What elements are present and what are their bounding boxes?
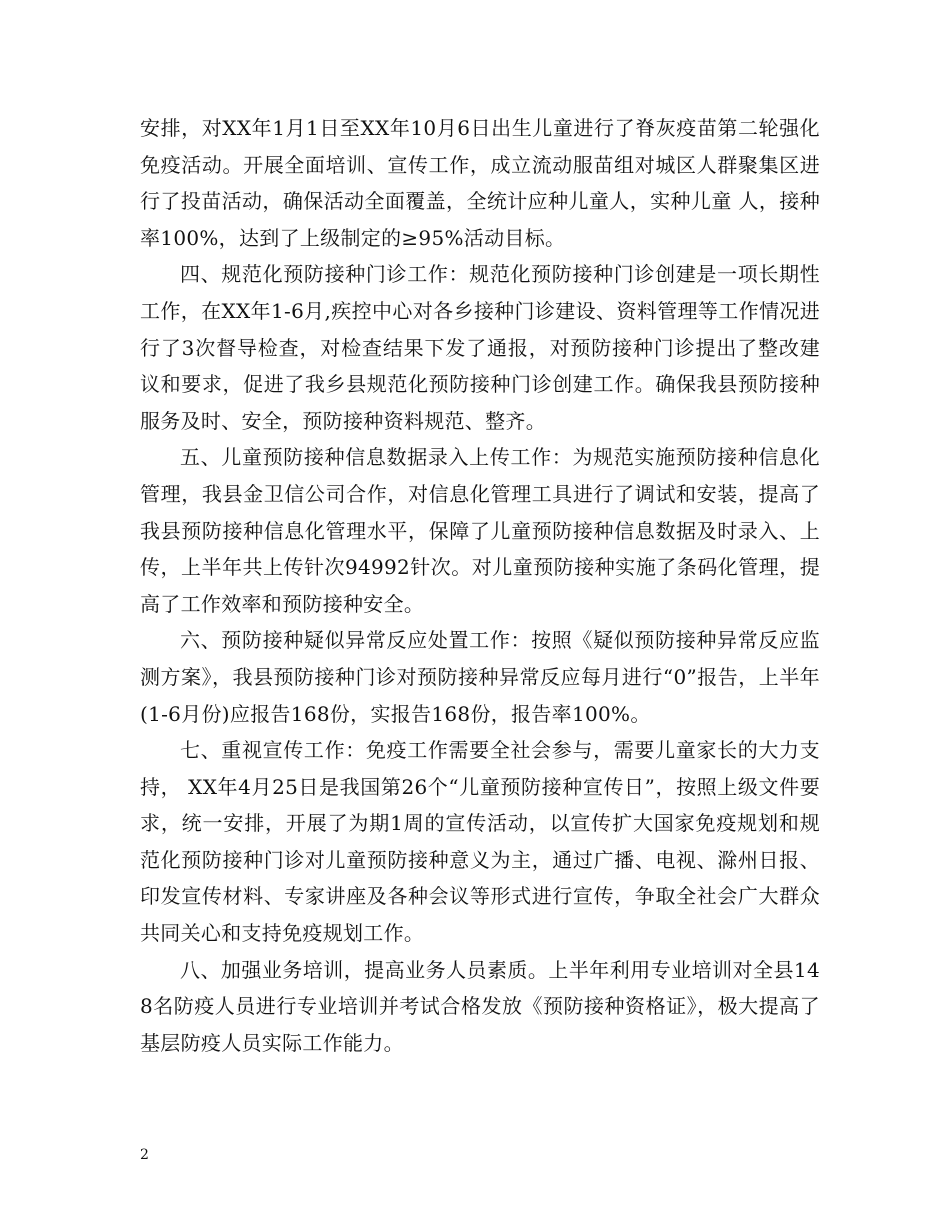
paragraph-section-5: 五、儿童预防接种信息数据录入上传工作：为规范实施预防接种信息化管理，我县金卫信公司合作，对信息化管理工具进行了调试和安装，提高了我县预防接种信息化管理水平，保障了儿童预防接种信息数据及时录入、上传，上半年共上传针次94992针次。对儿童预防接种实施了条码化管理，提高了工作效率和预防接种安全。: [140, 445, 820, 616]
paragraph-section-7: 七、重视宣传工作：免疫工作需要全社会参与，需要儿童家长的大力支持， XX年4月25日是我国第26个“儿童预防接种宣传日”，按照上级文件要求，统一安排，开展了为期1周的宣传活动，以宣传扩大国家免疫规划和规范化预防接种门诊对儿童预防接种意义为主，通过广播、电视、滁州日报、印发宣传材料、专家讲座及各种会议等形式进行宣传，争取全社会广大群众共同关心和支持免疫规划工作。: [140, 738, 820, 946]
paragraph-section-4: 四、规范化预防接种门诊工作：规范化预防接种门诊创建是一项长期性工作，在XX年1-6月,疾控中心对各乡接种门诊建设、资料管理等工作情况进行了3次督导检查，对检查结果下发了通报，对预防接种门诊提出了整改建议和要求，促进了我乡县规范化预防接种门诊创建工作。确保我县预防接种服务及时、安全，预防接种资料规范、整齐。: [140, 262, 820, 433]
paragraph-section-8: 八、加强业务培训，提高业务人员素质。上半年利用专业培训对全县148名防疫人员进行专业培训并考试合格发放《预防接种资格证》，极大提高了基层防疫人员实际工作能力。: [140, 957, 820, 1055]
page-number: 2: [140, 1147, 149, 1163]
paragraph-continuation: 安排，对XX年1月1日至XX年10月6日出生儿童进行了脊灰疫苗第二轮强化免疫活动。开展全面培训、宣传工作，成立流动服苗组对城区人群聚集区进行了投苗活动，确保活动全面覆盖，全统计应种儿童人，实种儿童 人，接种率100%，达到了上级制定的≥95%活动目标。: [140, 116, 820, 250]
paragraph-section-6: 六、预防接种疑似异常反应处置工作：按照《疑似预防接种异常反应监测方案》，我县预防接种门诊对预防接种异常反应每月进行“0”报告，上半年(1-6月份)应报告168份，实报告168份，报告率100%。: [140, 628, 820, 726]
document-body: [140, 110, 820, 1061]
